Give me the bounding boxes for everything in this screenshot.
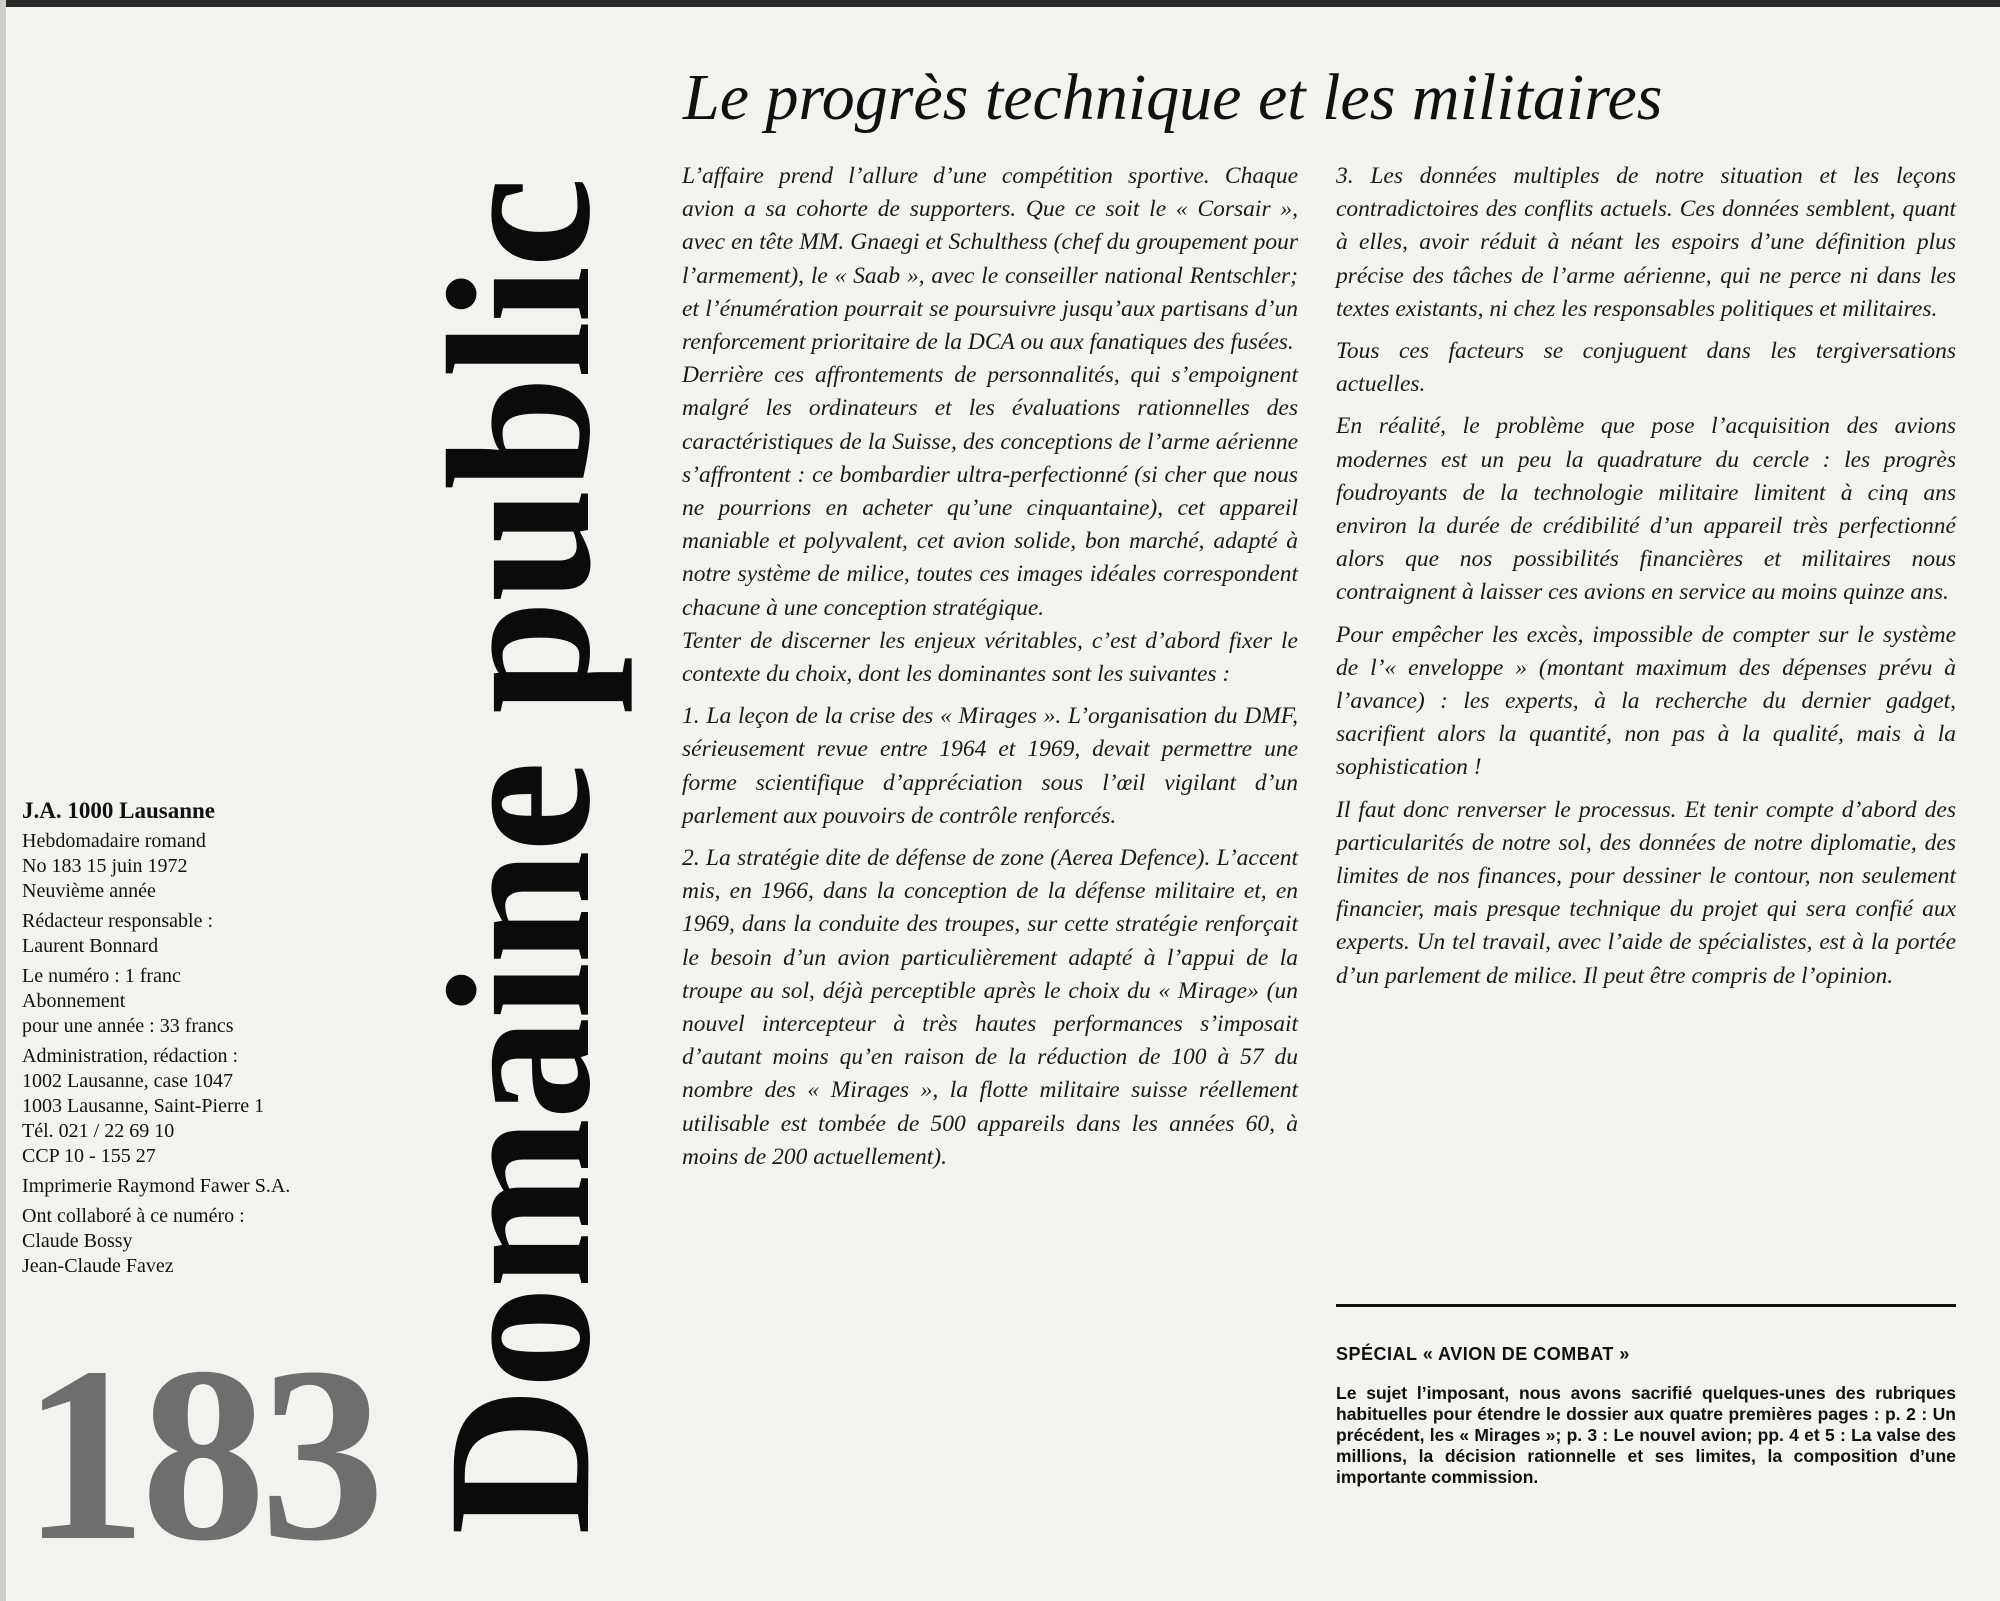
- imprint-line: Hebdomadaire romand: [22, 830, 206, 852]
- divider: [1336, 1304, 1956, 1307]
- paragraph: Tous ces facteurs se conjuguent dans les tergiversations actuelles.: [1336, 338, 1956, 398]
- top-border: [0, 0, 2000, 7]
- imprint-contributors: [22, 1204, 352, 1279]
- imprint-line: 1002 Lausanne, case 1047: [22, 1070, 234, 1092]
- paragraph: Pour empêcher les excès, impossible de compter sur le système de l’« enveloppe » (montant maximum des dépenses prévu à l’avance) : les experts, à la recherche du dernier gadget, sacrifient alors la quantité, non pas à la qualité, mais à la sophistication !: [1336, 621, 1956, 781]
- imprint-line: pour une année : 33 francs: [22, 1015, 234, 1037]
- paragraph: Tenter de discerner les enjeux véritables, c’est d’abord fixer le contexte du choix, dont les dominantes sont les suivantes :: [682, 627, 1298, 688]
- imprint-line: 1003 Lausanne, Saint-Pierre 1: [22, 1095, 265, 1117]
- issue-number: 183: [22, 1316, 379, 1593]
- imprint-line: Laurent Bonnard: [22, 935, 159, 957]
- imprint-line: Tél. 021 / 22 69 10: [22, 1120, 175, 1142]
- paragraph: En réalité, le problème que pose l’acquisition des avions modernes est un peu la quadrature du cercle : les progrès foudroyants de la technologie militaire limitent à cinq ans environ la durée de crédibilité d’un appareil très perfectionné alors que nos possibilités financières et militaires nous contraignent à laisser ces avions en service au moins quinze ans.: [1336, 413, 1956, 606]
- imprint-line: Administration, rédaction :: [22, 1045, 239, 1067]
- article-column-2: [1336, 160, 1956, 993]
- imprint-column: [22, 798, 352, 1284]
- page-edge: [0, 0, 6, 1601]
- imprint-line: Le numéro : 1 franc: [22, 965, 181, 987]
- imprint-printer: [22, 1174, 352, 1199]
- masthead-title: Domaine public: [406, 179, 633, 1535]
- imprint-line: Neuvième année: [22, 880, 156, 902]
- imprint-line: Rédacteur responsable :: [22, 910, 214, 932]
- imprint-publication: [22, 829, 352, 904]
- postal-place: J.A. 1000 Lausanne: [22, 798, 215, 823]
- paragraph: Derrière ces affrontements de personnalités, qui s’empoignent malgré les ordinateurs et les évaluations rationnelles des caractéristiques de la Suisse, des conceptions de l’arme aérienne s’affrontent : ce bombardier ultra-perfectionné (si cher que nous ne pourrions en acheter qu’une cinquantaine), cet appareil maniable et polyvalent, cet avion solide, bon marché, adapté à notre système de milice, toutes ces images idéales correspondent chacune à une conception stratégique.: [682, 362, 1298, 621]
- imprint-line: Imprimerie Raymond Fawer S.A.: [22, 1175, 291, 1197]
- paragraph: 2. La stratégie dite de défense de zone (Aerea Defence). L’accent mis, en 1966, dans la conception de la défense militaire et, en 1969, dans la conduite des troupes, sur cette stratégie renforçait le besoin d’un avion particulièrement adapté à l’appui de la troupe au sol, déjà perceptible après le choix du « Mirage» (un nouvel intercepteur à très hautes performances s’imposait d’autant moins qu’en raison de la réduction de 100 à 57 du nombre des « Mirages », la flotte militaire suisse réellement utilisable est tombée de 500 appareils dans les années 60, à moins de 200 actuellement).: [682, 845, 1298, 1170]
- imprint-line: Jean-Claude Favez: [22, 1255, 174, 1277]
- imprint-editor: [22, 909, 352, 959]
- paragraph: 1. La leçon de la crise des « Mirages ». L’organisation du DMF, sérieusement revue entre 1964 et 1969, devait permettre une forme scientifique d’appréciation sous l’œil vigilant d’un parlement aux pouvoirs de contrôle renforcés.: [682, 703, 1298, 829]
- imprint-line: No 183 15 juin 1972: [22, 855, 188, 877]
- imprint-line: Ont collaboré à ce numéro :: [22, 1205, 245, 1227]
- paragraph: L’affaire prend l’allure d’une compétition sportive. Chaque avion a sa cohorte de supporters. Que ce soit le « Corsair », avec en tête MM. Gnaegi et Schulthess (chef du groupement pour l’armement), le « Saab », avec le conseiller national Rentschler; et l’énumération pourrait se poursuivre jusqu’aux partisans d’un renforcement prioritaire de la DCA ou aux fanatiques des fusées.: [682, 163, 1298, 356]
- imprint-line: Claude Bossy: [22, 1230, 133, 1252]
- article-column-1: [682, 160, 1298, 1174]
- special-body: Le sujet l’imposant, nous avons sacrifié quelques-unes des rubriques habituelles pour étendre le dossier aux quatre premières pages : p. 2 : Un précédent, les « Mirages »; p. 3 : Le nouvel avion; pp. 4 et 5 : La valse des millions, la décision rationnelle et ses limites, la composition d’une importante commission.: [1336, 1383, 1956, 1487]
- special-heading: SPÉCIAL « AVION DE COMBAT »: [1336, 1344, 1630, 1364]
- article-title: Le progrès technique et les militaires: [683, 61, 1663, 134]
- paragraph: 3. Les données multiples de notre situation et les leçons contradictoires des conflits actuels. Ces données semblent, quant à elles, avoir réduit à néant les espoirs d’une définition plus précise des tâches de l’arme aérienne, qui ne perce ni dans les textes existants, ni chez les responsables politiques et militaires.: [1336, 163, 1956, 322]
- imprint-line: Abonnement: [22, 990, 126, 1012]
- imprint-line: CCP 10 - 155 27: [22, 1145, 156, 1167]
- imprint-address: [22, 1044, 352, 1169]
- imprint-price: [22, 964, 352, 1039]
- paragraph: Il faut donc renverser le processus. Et tenir compte d’abord des particularités de notre sol, des données de notre diplomatie, des limites de nos finances, pour dessiner le contour, non seulement financier, mais presque technique du projet qui sera confié aux experts. Un tel travail, avec l’aide de spécialistes, est à la portée d’un parlement de milice. Il peut être compris de l’opinion.: [1336, 796, 1956, 989]
